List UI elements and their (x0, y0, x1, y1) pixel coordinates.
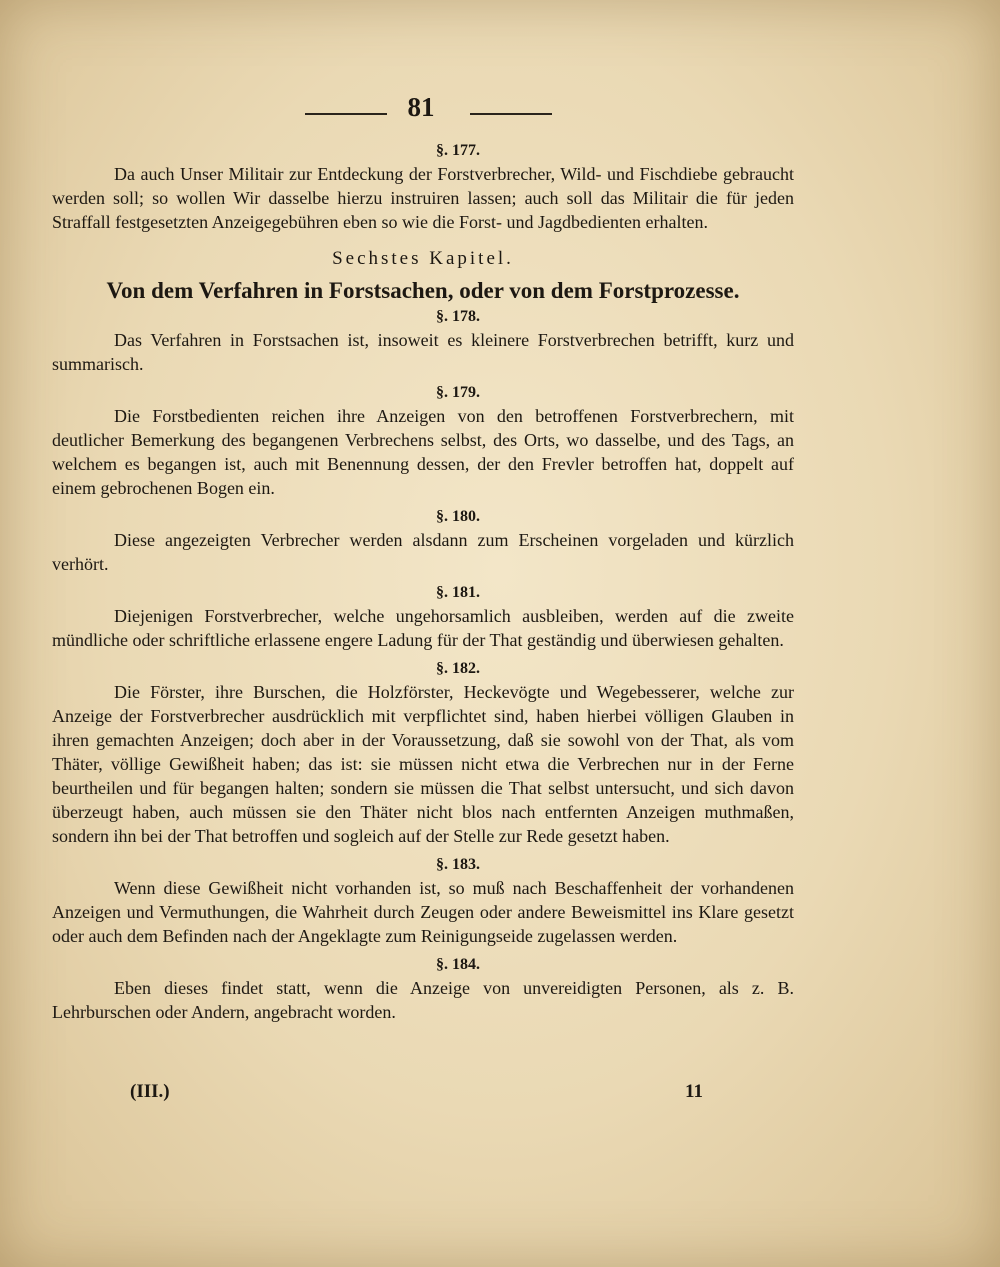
header-rule-left (305, 113, 387, 115)
sheet-number: 11 (685, 1081, 703, 1102)
section-number: §. 181. (436, 584, 480, 601)
section-number: §. 178. (436, 308, 480, 325)
section-paragraph: Diese angezeigten Verbrecher werden alsdann zum Erscheinen vorgeladen und kürzlich verhört. (52, 530, 794, 574)
section-number: §. 177. (436, 142, 480, 159)
section-paragraph: Die Förster, ihre Burschen, die Holzförster, Heckevögte und Wegebesserer, welche zur Anzeige der Forstverbrecher ausdrücklich mit verpflichtet sind, haben hierbei völligen Glauben in ihren gemachten Anzeigen; doch aber in der Voraussetzung, daß sie sowohl von der That, als vom Thäter, völlige Gewißheit haben; das ist: sie müssen nicht etwa die Verbrechen nur in der Ferne beurtheilen und für begangen halten; sondern sie müssen die That selbst untersucht, und sich davon überzeugt haben, auch müssen sie den Thäter nicht blos nach entfernten Anzeigen muthmaßen, sondern ihn bei der That betroffen und sogleich auf der Stelle zur Rede gesetzt haben. (52, 682, 794, 846)
section-paragraph: Die Forstbedienten reichen ihre Anzeigen von den betroffenen Forstverbrechern, mit deutlicher Bemerkung des begangenen Verbrechens selbst, des Orts, wo dasselbe, und des Tags, an welchem es begangen ist, auch mit Benennung dessen, der den Frevler betroffen hat, doppelt auf einem gebrochenen Bogen ein. (52, 406, 794, 498)
section-number: §. 182. (436, 660, 480, 677)
section-paragraph: Da auch Unser Militair zur Entdeckung der Forstverbrecher, Wild- und Fischdiebe gebraucht werden soll; so wollen Wir dasselbe hierzu instruiren lassen; auch soll das Militair die für jeden Straffall festgesetzten Anzeigegebühren eben so wie die Forst- und Jagdbedienten erhalten. (52, 164, 794, 232)
section-paragraph: Wenn diese Gewißheit nicht vorhanden ist, so muß nach Beschaffenheit der vorhandenen Anzeigen und Vermuthungen, die Wahrheit durch Zeugen oder andere Beweismittel ins Klare gesetzt oder auch dem Befinden nach der Angeklagte zum Reinigungseide zugelassen werden. (52, 878, 794, 946)
section-number: §. 179. (436, 384, 480, 401)
chapter-heading: Sechstes Kapitel. (332, 248, 514, 269)
section-paragraph: Diejenigen Forstverbrecher, welche ungehorsamlich ausbleiben, werden auf die zweite mündliche oder schriftliche erlassene engere Ladung für der That geständig und überwiesen gehalten. (52, 606, 794, 650)
section-number: §. 183. (436, 856, 480, 873)
page-number: 81 (407, 92, 435, 122)
section-number: §. 184. (436, 956, 480, 973)
section-paragraph: Das Verfahren in Forstsachen ist, insoweit es kleinere Forstverbrechen betrifft, kurz und summarisch. (52, 330, 794, 374)
sheet-signature: (III.) (130, 1081, 170, 1102)
chapter-title: Von dem Verfahren in Forstsachen, oder von dem Forstprozesse. (106, 278, 740, 303)
header-rule-right (470, 113, 552, 115)
section-number: §. 180. (436, 508, 480, 525)
section-paragraph: Eben dieses findet statt, wenn die Anzeige von unvereidigten Personen, als z. B. Lehrburschen oder Andern, angebracht worden. (52, 978, 794, 1022)
page-body (52, 140, 794, 1030)
